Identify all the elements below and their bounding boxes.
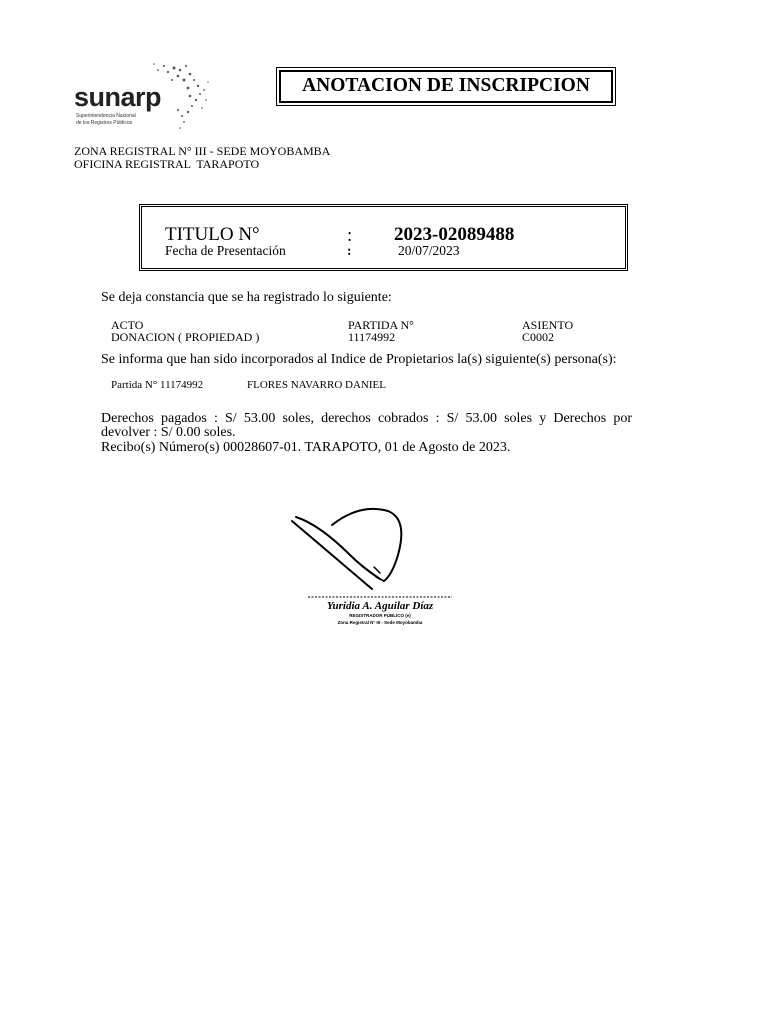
header-partida: PARTIDA N°: [348, 318, 414, 332]
fecha-colon: :: [347, 243, 352, 258]
header-asiento: ASIENTO: [522, 318, 574, 332]
propietario-partida: Partida N° 11174992: [111, 379, 204, 391]
fecha-label: Fecha de Presentación: [165, 243, 286, 258]
cell-asiento: C0002: [522, 330, 555, 344]
derechos-text: Derechos pagados : S/ 53.00 soles, derechos cobrados : S/ 53.00 soles y Derechos por devolver : S/ 0.00 soles.: [101, 411, 632, 440]
sunarp-logo: [74, 60, 224, 132]
titulo-number: 2023-02089488: [394, 224, 515, 245]
document-title: ANOTACION DE INSCRIPCION: [279, 70, 613, 103]
office-oficina: OFICINA REGISTRAL TARAPOTO: [74, 157, 260, 171]
recibo-text: Recibo(s) Número(s) 00028607-01. TARAPOTO, 01 de Agosto de 2023.: [101, 440, 511, 455]
signature-role: REGISTRADOR PÚBLICO (e): [349, 613, 411, 618]
office-zona: ZONA REGISTRAL N° III - SEDE MOYOBAMBA: [74, 144, 331, 158]
propietario-nombre: FLORES NAVARRO DANIEL: [247, 379, 386, 391]
logo-tagline-line2: de los Registros Públicos: [76, 120, 133, 126]
registrar-signature-stamp: [280, 495, 470, 635]
logo-tagline-line1: Superintendencia Nacional: [76, 113, 136, 119]
constancia-text: Se deja constancia que se ha registrado lo siguiente:: [101, 290, 392, 305]
signature-stroke-diagonal: [292, 521, 372, 589]
header-acto: ACTO: [111, 318, 144, 332]
signature-stroke-mark: [374, 567, 384, 581]
signature-zone: Zona Registral N° III - Sede Moyobamba: [337, 620, 423, 625]
signature-name: Yuridia A. Aguilar Díaz: [326, 600, 434, 612]
cell-acto: DONACION ( PROPIEDAD ): [111, 330, 260, 344]
cell-partida: 11174992: [348, 330, 396, 344]
fecha-value: 20/07/2023: [398, 243, 460, 258]
signature-stroke-curve: [296, 517, 380, 579]
titulo-colon: :: [347, 225, 353, 246]
logo-wordmark: sunarp: [74, 82, 162, 112]
informa-text: Se informa que han sido incorporados al Indice de Propietarios la(s) siguiente(s) persona(s):: [101, 352, 617, 367]
titulo-label: TITULO N°: [165, 224, 260, 245]
